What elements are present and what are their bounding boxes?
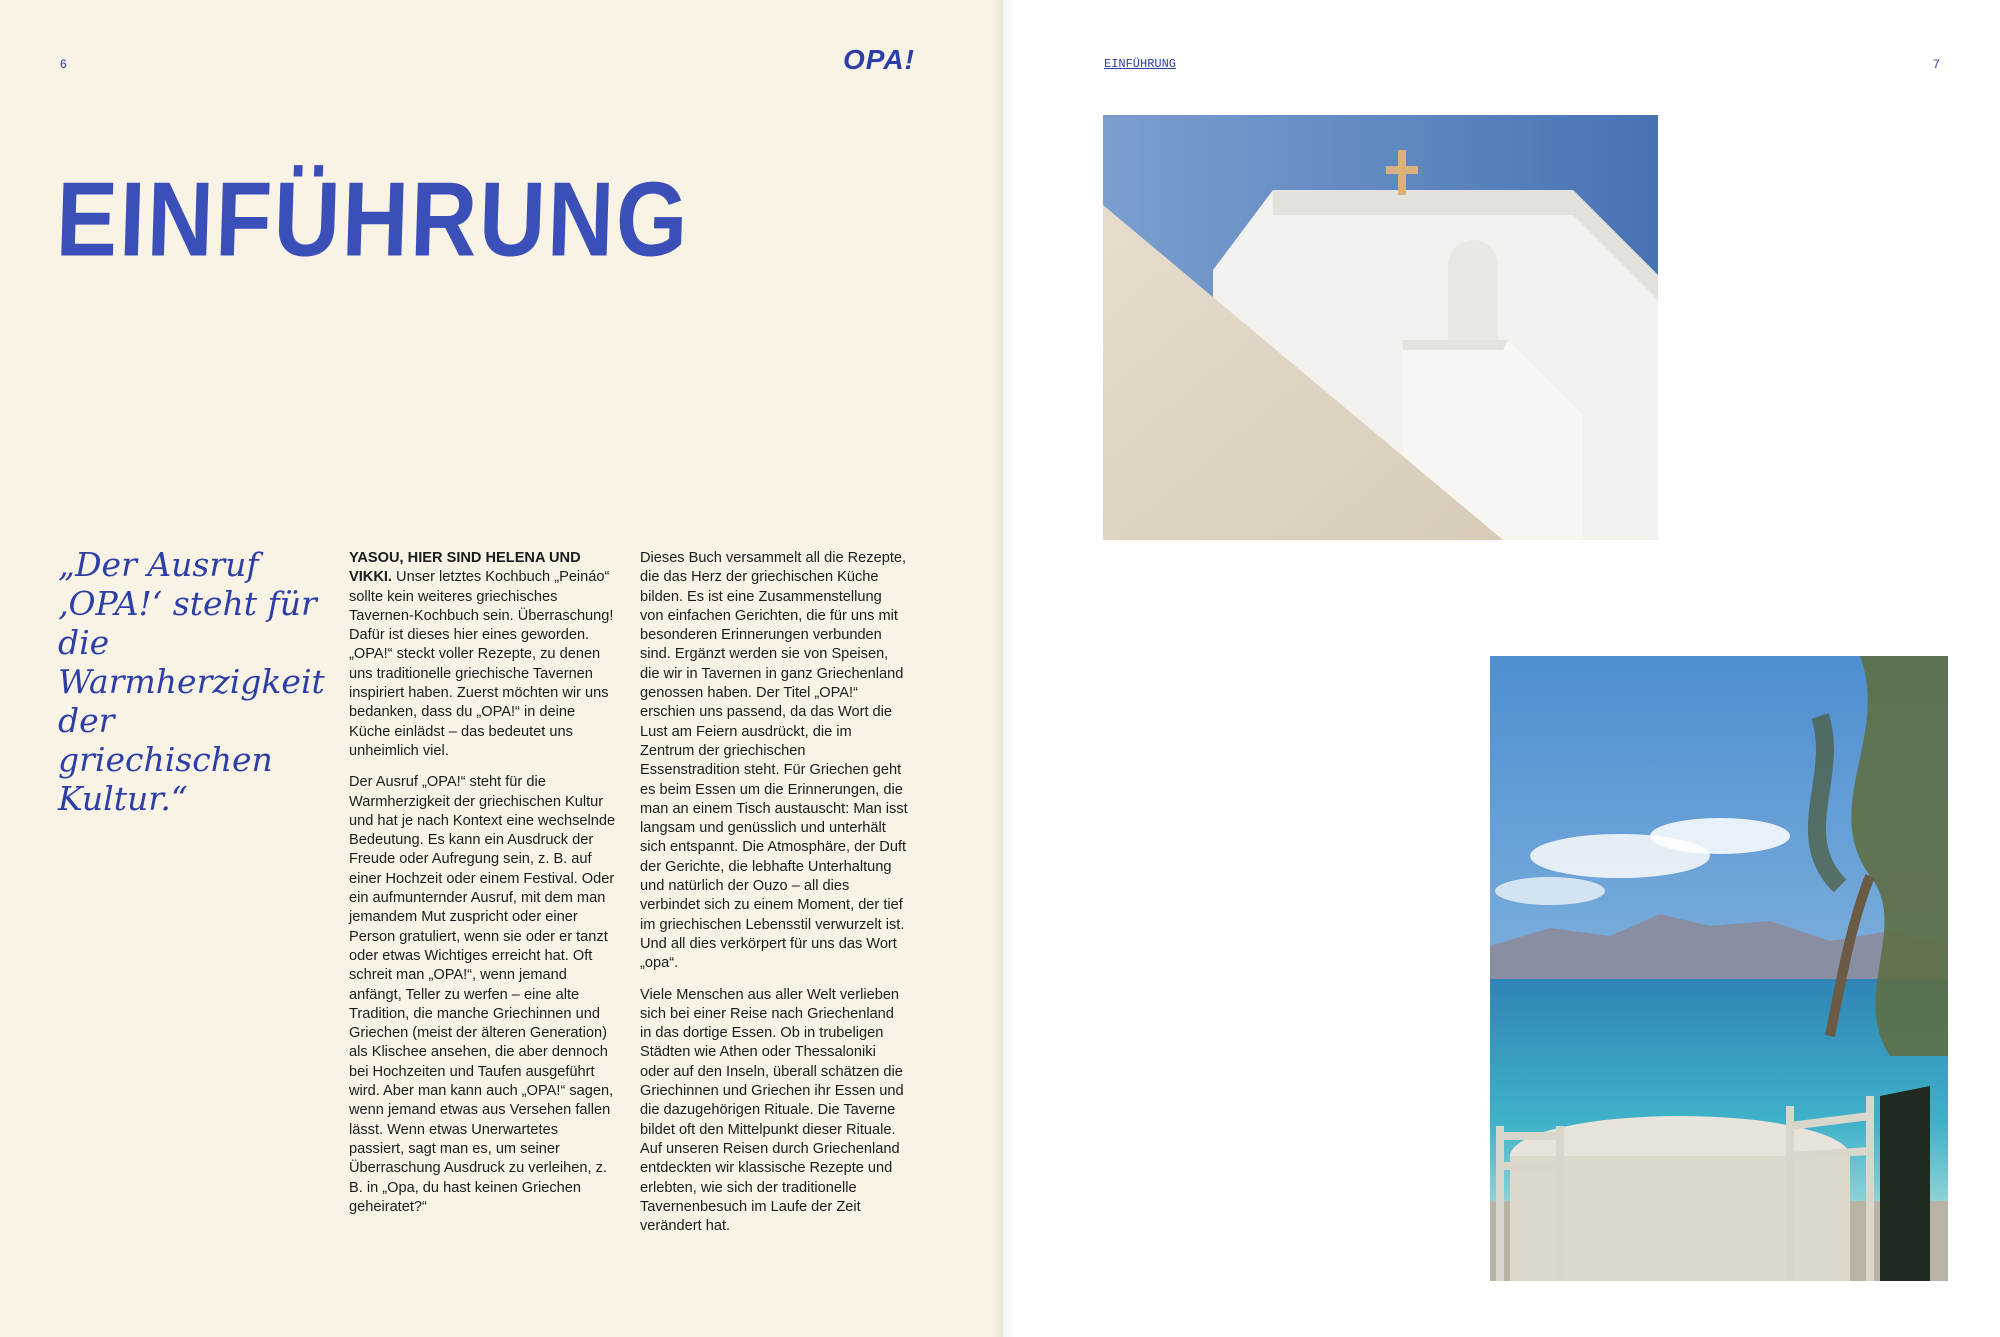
column-2-paragraph-1: Dieses Buch versammelt all die Rezepte, die das Herz der griechischen Küche bilden. Es ist eine Zusammenstellung von einfachen Gerichten, die für uns mit besonderen Erinnerungen verbunden sind. Ergänzt werden sie von Speisen, die wir in Tavernen in ganz Griechenland genossen haben. Der Titel „OPA!“ erschien uns passend, da das Wort die Lust am Feiern ausdrückt, die im Zentrum der griechischen Essenstradition steht. Für Griechen geht es beim Essen um die Erinnerungen, die man an einem Tisch austauscht: Man isst langsam und genüsslich und unterhält sich entspannt. Die Atmosphäre, der Duft der Gerichte, die lebhafte Unterhaltung und natürlich der Ouzo – all dies verbindet sich zu einem Moment, der tief im griechischen Lebensstil verwurzelt ist. Und all dies verkörpert für uns das Wort „opa“.: [640, 550, 908, 972]
page-number-left: 6: [60, 57, 67, 71]
church-photo: [1103, 115, 1658, 540]
column-2-paragraph-2: Viele Menschen aus aller Welt verlieben sich bei einer Reise nach Griechenland in das dortige Essen. Ob in trubeligen Städten wie Athen oder Thessaloniki oder auf den Inseln, überall schätzen die Griechinnen und Griechen ihr Essen und die dazugehörigen Rituale. Die Taverne bildet oft den Mittelpunkt dieser Rituale. Auf unseren Reisen durch Griechenland entdeckten wir klassische Rezepte und erlebten, wie sich der traditionelle Tavernenbesuch im Laufe der Zeit verändert hat.: [640, 986, 904, 1235]
column-1-text-1: Unser letztes Kochbuch „Peináo“ sollte kein weiteres griechisches Tavernen-Kochbuch sein. Überraschung! Dafür ist dieses hier eines geworden. „OPA!“ steckt voller Rezepte, zu denen uns traditionelle griechische Tavernen inspiriert haben. Zuerst möchten wir uns bedanken, dass du „OPA!“ in deine Küche einlädst – das bedeutet uns unheimlich viel.: [349, 569, 614, 759]
text-column-1: [349, 549, 617, 1229]
book-logo: OPA!: [843, 44, 915, 75]
lead-in: YASOU, HIER SIND HELENA UND VIKKI.: [349, 550, 581, 586]
church-image: [1103, 115, 1658, 540]
pull-quote: „Der Ausruf ‚OPA!‘ steht für die Warmherzigkeit der griechischen Kultur.“: [58, 545, 325, 818]
running-head: EINFÜHRUNG: [1104, 57, 1177, 71]
taverna-image: [1490, 656, 1948, 1281]
chapter-title: EINFÜHRUNG: [54, 161, 692, 279]
column-1-paragraph-2: Der Ausruf „OPA!“ steht für die Warmherzigkeit der griechischen Kultur und hat je nach Kontext eine wechselnde Bedeutung. Es kann ein Ausdruck der Freude oder Aufregung sein, z. B. auf einer Hochzeit oder einem Festival. Oder ein aufmunternder Ausruf, mit dem man jemandem Mut zuspricht oder einer Person gratuliert, wenn sie oder er tanzt oder etwas Wichtiges erreicht hat. Oft schreit man „OPA!“, wenn jemand anfängt, Teller zu werfen – eine alte Tradition, die manche Griechinnen und Griechen (meist der älteren Generation) als Klischee ansehen, die aber dennoch bei Hochzeiten und Taufen ausgeführt wird. Aber man kann auch „OPA!“ sagen, wenn jemand etwas aus Versehen fallen lässt. Wenn etwas Unerwartetes passiert, sagt man es, um seiner Überraschung Ausdruck zu verleihen, z. B. in „Opa, du hast keinen Griechen geheiratet?“: [349, 774, 616, 1215]
text-column-2: [640, 549, 908, 1248]
column-1-paragraph-1: [349, 549, 617, 761]
book-gutter: [990, 0, 1014, 1337]
page-number-right: 7: [1933, 57, 1940, 71]
taverna-sea-photo: [1490, 656, 1948, 1281]
